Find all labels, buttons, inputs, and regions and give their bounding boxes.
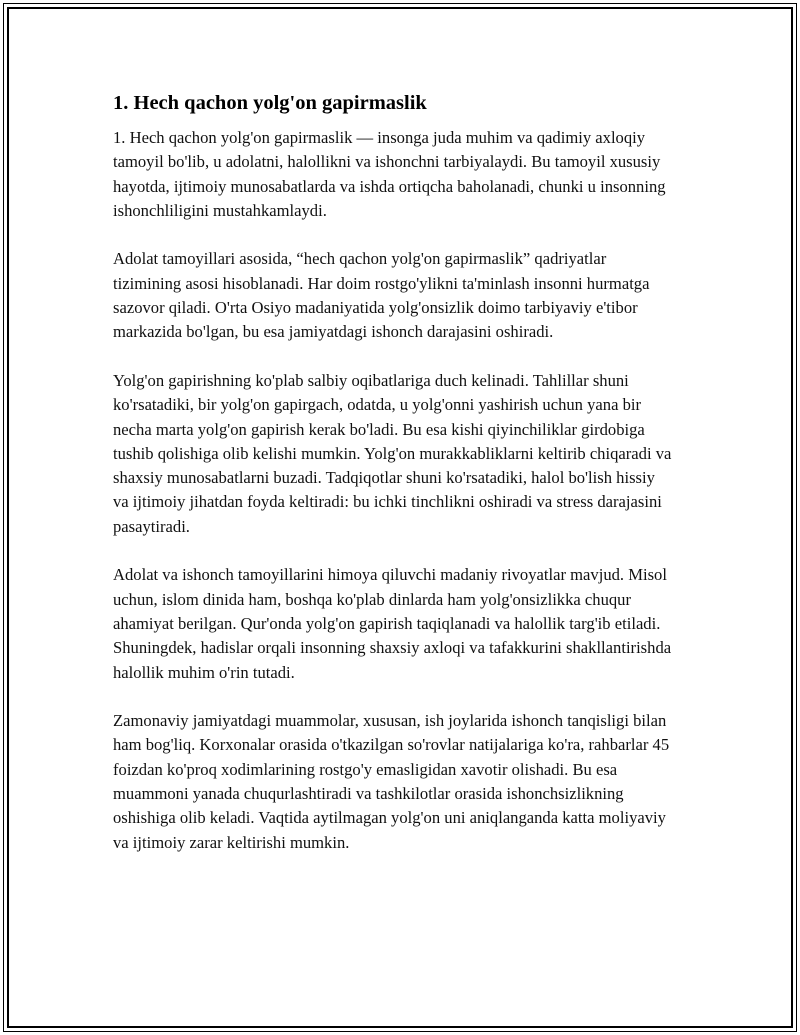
paragraph-2: Adolat tamoyillari asosida, “hech qachon yolg'on gapirmaslik” qadriyatlar tizimining asosi hisoblanadi. Har doim rostgo'ylikni ta'minlash insonni hurmatga sazovor qiladi. O'rta Osiyo madaniyatida yolg'onsizlik doimo tarbiyaviy e'tibor markazida bo'lgan, bu esa jamiyatdagi ishonch darajasini oshiradi. (113, 249, 650, 342)
document-title: 1. Hech qachon yolg'on gapirmaslik (113, 92, 427, 114)
paragraph-3: Yolg'on gapirishning ko'plab salbiy oqibatlariga duch kelinadi. Tahlillar shuni ko'rsatadiki, bir yolg'on gapirgach, odatda, u yolg'onni yashirish uchun yana bir necha marta yolg'on gapirish kerak bo'ladi. Bu esa kishi qiyinchiliklar girdobiga tushib qolishiga olib kelishi mumkin. Yolg'on murakkabliklarni keltirib chiqaradi va shaxsiy munosabatlarni buzadi. Tadqiqotlar shuni ko'rsatadiki, halol bo'lish hissiy va ijtimoiy jihatdan foyda keltiradi: bu ichki tinchlikni oshiradi va stress darajasini pasaytiradi. (113, 370, 672, 536)
paragraph-1: 1. Hech qachon yolg'on gapirmaslik — insonga juda muhim va qadimiy axloqiy tamoyil bo'lib, u adolatni, halollikni va ishonchni tarbiyalaydi. Bu tamoyil xususiy hayotda, ijtimoiy munosabatlarda va ishda ortiqcha baholanadi, chunki u insonning ishonchliligini mustahkamlaydi. (113, 128, 666, 220)
paragraph-5: Zamonaviy jamiyatdagi muammolar, xususan, ish joylarida ishonch tanqisligi bilan ham bog'liq. Korxonalar orasida o'tkazilgan so'rovlar natijalariga ko'ra, rahbarlar 45 foizdan ko'proq xodimlarining rostgo'y emasligidan xavotir olishadi. Bu esa muammoni yanada chuqurlashtiradi va tashkilotlar orasida ishonchsizlikning oshishiga olib keladi. Vaqtida aytilmagan yolg'on uni aniqlanganda katta moliyaviy va ijtimoiy zarar keltirishi mumkin. (113, 711, 670, 852)
document-body (113, 90, 673, 879)
paragraph-4: Adolat va ishonch tamoyillarini himoya qiluvchi madaniy rivoyatlar mavjud. Misol uchun, islom dinida ham, boshqa ko'plab dinlarda ham yolg'onsizlikka chuqur ahamiyat berilgan. Qur'onda yolg'on gapirish taqiqlanadi va halollik targ'ib etiladi. Shuningdek, hadislar orqali insonning shaxsiy axloqi va tafakkurini shakllantirishda halollik muhim o'rin tutadi. (113, 565, 672, 682)
